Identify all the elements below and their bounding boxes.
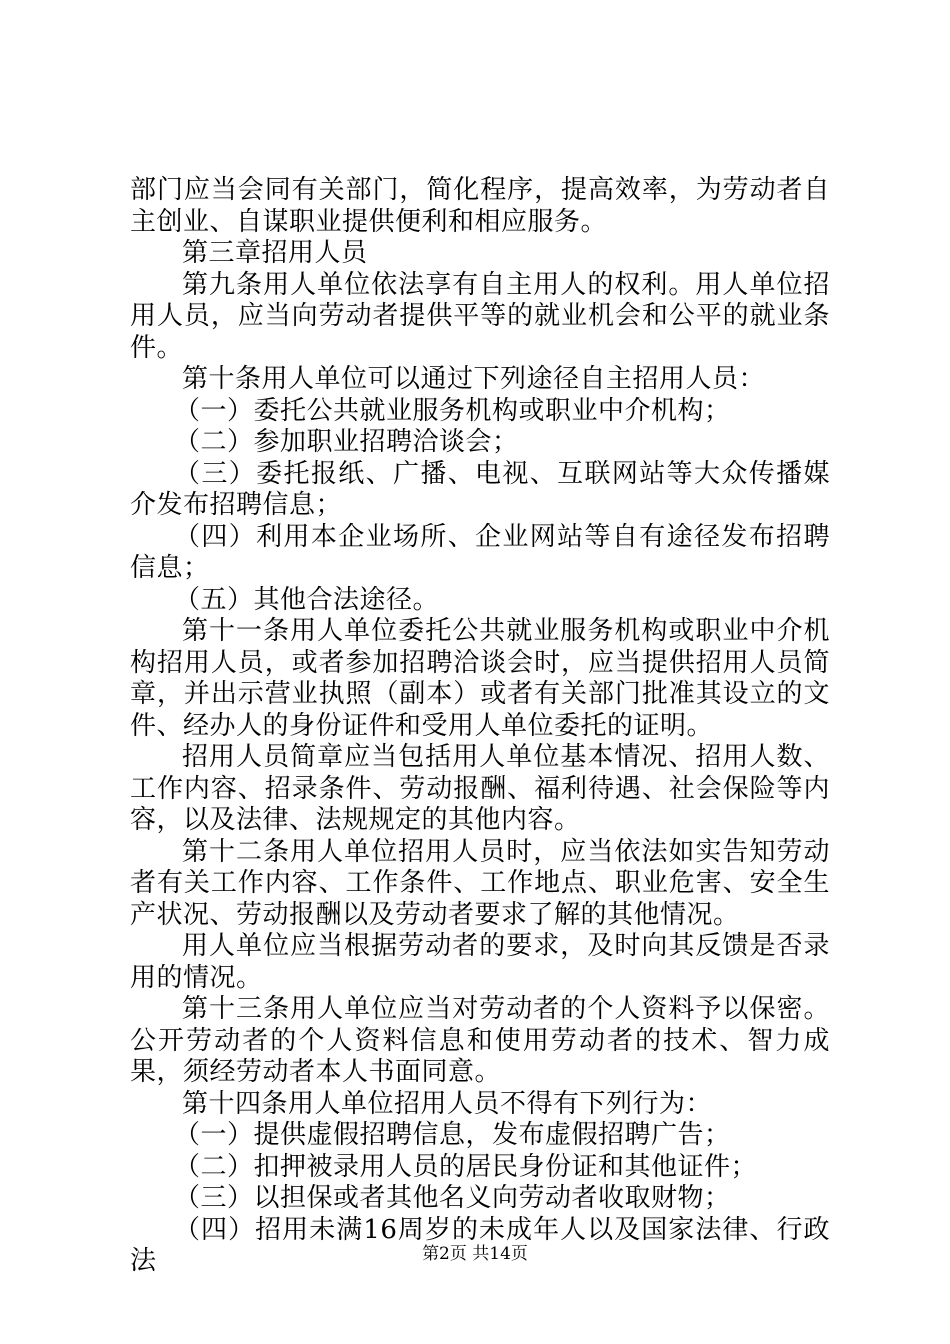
- paragraph: 招用人员简章应当包括用人单位基本情况、招用人数、工作内容、招录条件、劳动报酬、福利待遇、社会保险等内容，以及法律、法规规定的其他内容。: [130, 742, 830, 835]
- paragraph: 第三章招用人员: [182, 238, 368, 268]
- paragraph: 第十三条用人单位应当对劳动者的个人资料予以保密。公开劳动者的个人资料信息和使用劳动者的技术、智力成果，须经劳动者本人书面同意。: [130, 994, 830, 1087]
- paragraph: （一）提供虚假招聘信息，发布虚假招聘广告；: [174, 1120, 731, 1150]
- paragraph: （三）委托报纸、广播、电视、互联网站等大众传播媒介发布招聘信息；: [130, 458, 830, 520]
- document-body: [130, 175, 830, 1278]
- paragraph: （二）扣押被录用人员的居民身份证和其他证件；: [174, 1151, 758, 1182]
- paragraph: 第九条用人单位依法享有自主用人的权利。用人单位招用人员，应当向劳动者提供平等的就业机会和公平的就业条件。: [130, 269, 830, 363]
- paragraph: 第十四条用人单位招用人员不得有下列行为：: [182, 1088, 713, 1119]
- paragraph: （四）利用本企业场所、企业网站等自有途径发布招聘信息；: [130, 521, 830, 583]
- paragraph: 部门应当会同有关部门，简化程序，提高效率，为劳动者自主创业、自谋职业提供便利和相应服务。: [130, 175, 830, 237]
- paragraph: （二）参加职业招聘洽谈会；: [174, 427, 519, 457]
- paragraph: （四）招用未满16周岁的未成年人以及国家法律、行政法: [130, 1214, 830, 1276]
- paragraph: 第十条用人单位可以通过下列途径自主招用人员：: [182, 364, 766, 394]
- paragraph: （一）委托公共就业服务机构或职业中介机构；: [174, 395, 731, 426]
- page-footer: 第2页 共14页: [422, 1244, 528, 1264]
- paragraph: 第十一条用人单位委托公共就业服务机构或职业中介机构招用人员，或者参加招聘洽谈会时，应当提供招用人员简章，并出示营业执照（副本）或者有关部门批准其设立的文件、经办人的身份证件和受用人单位委托的证明。: [130, 616, 830, 741]
- paragraph: （五）其他合法途径。: [174, 584, 440, 615]
- paragraph: 用人单位应当根据劳动者的要求，及时向其反馈是否录用的情况。: [130, 931, 830, 993]
- paragraph: 第十二条用人单位招用人员时，应当依法如实告知劳动者有关工作内容、工作条件、工作地点、职业危害、安全生产状况、劳动报酬以及劳动者要求了解的其他情况。: [130, 836, 830, 930]
- paragraph: （三）以担保或者其他名义向劳动者收取财物；: [174, 1183, 731, 1213]
